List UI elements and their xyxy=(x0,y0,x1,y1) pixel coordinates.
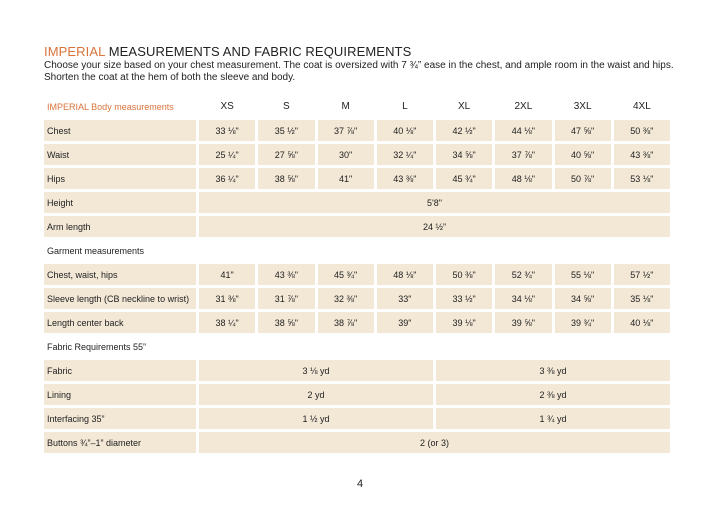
row-label: Buttons ¾”–1” diameter xyxy=(44,432,196,453)
table-cell: 34 ⅝" xyxy=(555,288,611,309)
table-cell: 34 ⅝" xyxy=(436,144,492,165)
row-label: Waist xyxy=(44,144,196,165)
table-cell: 33" xyxy=(377,288,433,309)
section-heading: Fabric Requirements 55” xyxy=(47,341,147,352)
table-cell: 45 ¾" xyxy=(318,264,374,285)
size-header: 3XL xyxy=(573,101,592,112)
table-cell: 39 ⅛" xyxy=(436,312,492,333)
table-cell: 1 ½ yd xyxy=(199,408,433,429)
table-cell: 34 ⅛" xyxy=(495,288,551,309)
table-cell: 44 ⅛" xyxy=(495,120,551,141)
size-header: XS xyxy=(220,101,234,112)
table-cell: 35 ½" xyxy=(258,120,314,141)
table-cell: 2 (or 3) xyxy=(199,432,670,453)
table-row xyxy=(44,216,670,237)
table-cell: 38 ⅞" xyxy=(318,312,374,333)
row-label: Fabric xyxy=(44,360,196,381)
table-cell: 45 ¾" xyxy=(436,168,492,189)
table-cell: 50 ⅞" xyxy=(555,168,611,189)
table-cell: 36 ¼" xyxy=(199,168,255,189)
size-header: 2XL xyxy=(514,101,533,112)
table-cell: 40 ⅛" xyxy=(377,120,433,141)
table-cell: 52 ¾" xyxy=(495,264,551,285)
table-row xyxy=(44,360,670,381)
row-label: Interfacing 35” xyxy=(44,408,196,429)
table-cell: 57 ½" xyxy=(614,264,670,285)
table-row xyxy=(44,264,670,285)
table-cell: 3 ⅜ yd xyxy=(436,360,670,381)
table-cell: 31 ⅞" xyxy=(258,288,314,309)
page-title xyxy=(44,44,411,59)
table-cell: 37 ⅞" xyxy=(495,144,551,165)
table-cell: 50 ⅜" xyxy=(436,264,492,285)
size-header: M xyxy=(341,101,350,112)
table-cell: 38 ¼" xyxy=(199,312,255,333)
table-row xyxy=(44,432,670,453)
row-label: Length center back xyxy=(44,312,196,333)
table-cell: 37 ⅞" xyxy=(318,120,374,141)
table-cell: 39 ¾" xyxy=(555,312,611,333)
measurements-table xyxy=(41,93,673,456)
table-cell: 27 ⅝" xyxy=(258,144,314,165)
row-label: Chest xyxy=(44,120,196,141)
table-cell: 48 ⅛" xyxy=(377,264,433,285)
table-cell: 43 ⅜" xyxy=(614,144,670,165)
table-cell: 32 ¼" xyxy=(377,144,433,165)
size-header-row xyxy=(44,96,670,117)
table-cell: 33 ½" xyxy=(436,288,492,309)
table-row xyxy=(44,120,670,141)
table-cell: 41" xyxy=(199,264,255,285)
row-label: Sleeve length (CB neckline to wrist) xyxy=(44,288,196,309)
table-cell: 24 ½” xyxy=(199,216,670,237)
section-heading-row xyxy=(44,336,670,357)
table-cell: 40 ⅝" xyxy=(555,144,611,165)
table-cell: 50 ⅜" xyxy=(614,120,670,141)
title-accent: IMPERIAL xyxy=(44,44,106,59)
table-cell: 55 ⅛" xyxy=(555,264,611,285)
table-cell: 1 ¾ yd xyxy=(436,408,670,429)
size-header: S xyxy=(283,101,290,112)
section-heading-row xyxy=(44,240,670,261)
table-cell: 25 ¼" xyxy=(199,144,255,165)
table-cell: 47 ⅝" xyxy=(555,120,611,141)
table-cell: 48 ⅛" xyxy=(495,168,551,189)
row-label: Chest, waist, hips xyxy=(44,264,196,285)
table-row xyxy=(44,312,670,333)
table-row xyxy=(44,144,670,165)
table-cell: 41" xyxy=(318,168,374,189)
header-label: IMPERIAL Body measurements xyxy=(47,101,174,112)
row-label: Height xyxy=(44,192,196,213)
size-header: 4XL xyxy=(632,101,651,112)
intro-text: Choose your size based on your chest measurement. The coat is oversized with 7 ¾” ease in the chest, and ample room in the waist and hips. Shorten the coat at the hem of both the sleeve and body. xyxy=(44,60,674,83)
table-cell: 30" xyxy=(318,144,374,165)
table-cell: 33 ⅛" xyxy=(199,120,255,141)
table-cell: 40 ⅛" xyxy=(614,312,670,333)
table-cell: 38 ⅝" xyxy=(258,312,314,333)
table-cell: 2 yd xyxy=(199,384,433,405)
table-cell: 38 ⅝" xyxy=(258,168,314,189)
table-cell: 2 ⅜ yd xyxy=(436,384,670,405)
row-label: Hips xyxy=(44,168,196,189)
row-label: Arm length xyxy=(44,216,196,237)
table-row xyxy=(44,168,670,189)
table-cell: 43 ⅜" xyxy=(258,264,314,285)
table-cell: 31 ⅜" xyxy=(199,288,255,309)
size-header: L xyxy=(402,101,408,112)
section-heading: Garment measurements xyxy=(47,245,145,256)
table-cell: 32 ⅜" xyxy=(318,288,374,309)
table-cell: 53 ⅛" xyxy=(614,168,670,189)
table-cell: 5'8" xyxy=(199,192,670,213)
table-row xyxy=(44,288,670,309)
table-cell: 39" xyxy=(377,312,433,333)
table-cell: 3 ⅛ yd xyxy=(199,360,433,381)
table-cell: 42 ½" xyxy=(436,120,492,141)
size-header: XL xyxy=(458,101,471,112)
table-row xyxy=(44,384,670,405)
title-rest: MEASUREMENTS AND FABRIC REQUIREMENTS xyxy=(105,44,412,59)
row-label: Lining xyxy=(44,384,196,405)
table-cell: 43 ⅜" xyxy=(377,168,433,189)
table-row xyxy=(44,408,670,429)
table-cell: 35 ⅛" xyxy=(614,288,670,309)
page-number: 4 xyxy=(356,478,364,490)
table-row xyxy=(44,192,670,213)
table-cell: 39 ⅝" xyxy=(495,312,551,333)
